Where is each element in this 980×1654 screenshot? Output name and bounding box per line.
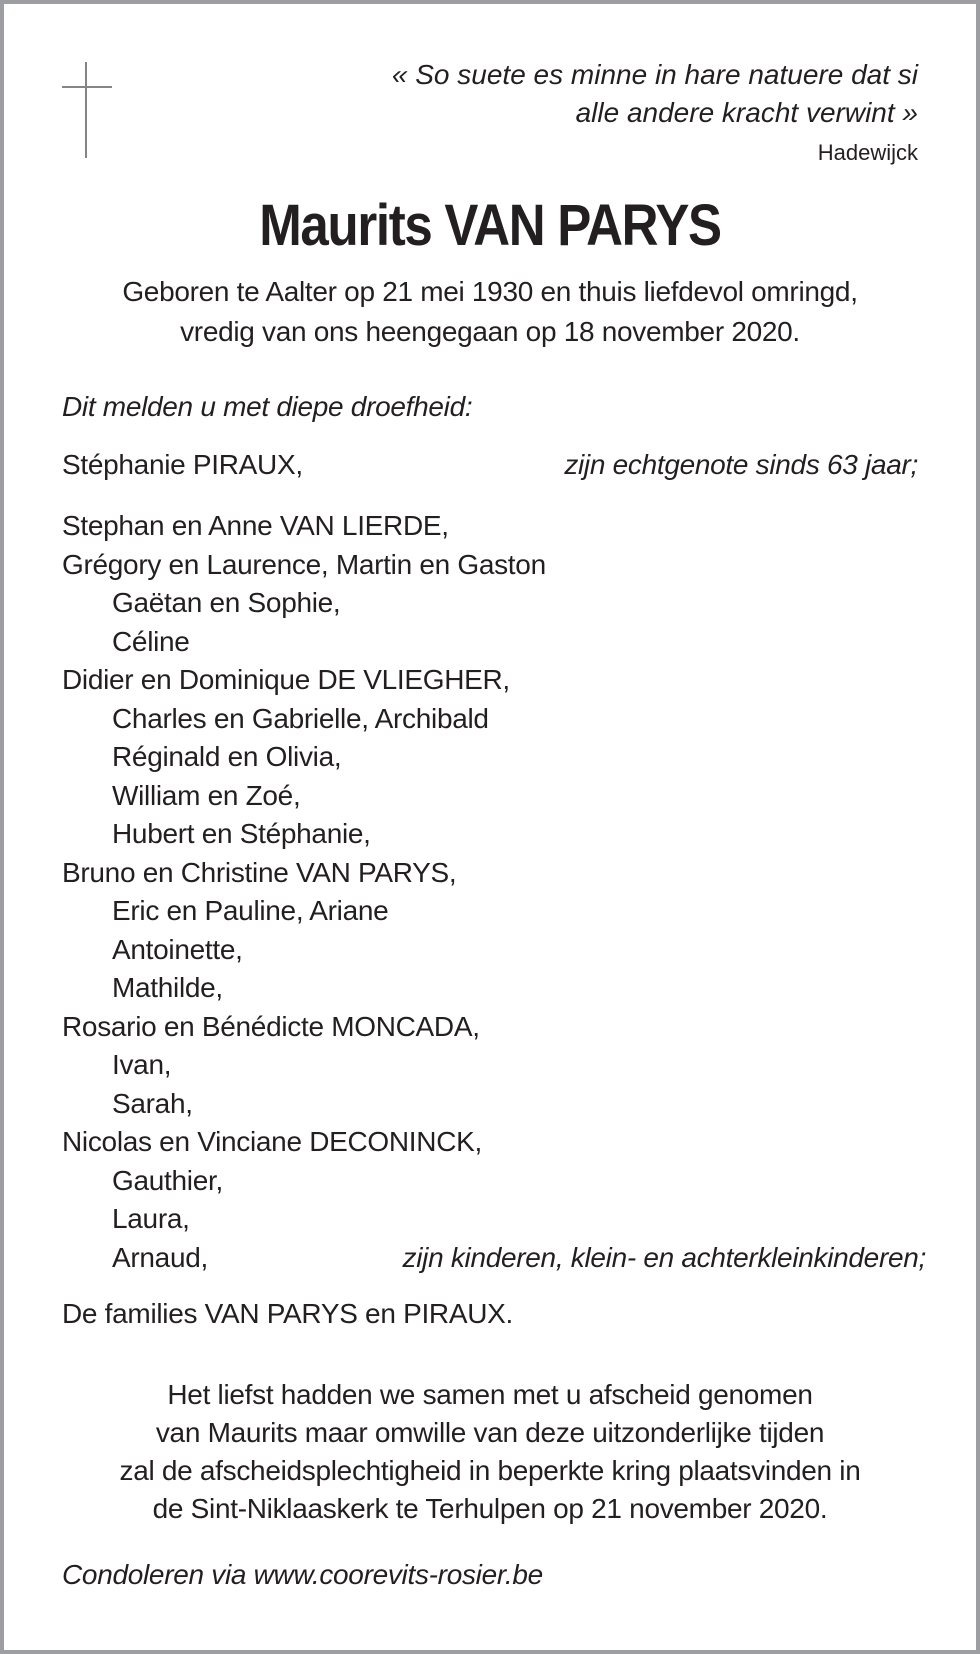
closing-line: zal de afscheidsplechtigheid in beperkte kring plaatsvinden in [119,1455,861,1486]
family-member: Rosario en Bénédicte MONCADA, [62,1010,480,1042]
family-member: William en Zoé, [112,779,301,811]
family-member: Laura, [112,1203,190,1234]
family-row [62,546,926,585]
family-member: Stephan en Anne VAN LIERDE, [62,510,449,541]
family-row [62,1008,926,1047]
closing-line: van Maurits maar omwille van deze uitzonderlijke tijden [155,1417,825,1448]
family-row [62,931,926,970]
families-line: De families VAN PARYS en PIRAUX. [62,1298,514,1329]
death-line: vredig van ons heengegaan op 18 november 2020. [180,316,800,347]
family-row [62,1085,926,1124]
deceased-name: Maurits VAN PARYS [259,193,721,258]
condolence-link[interactable]: Condoleren via www.coorevits-rosier.be [62,1559,543,1590]
family-member: Gaëtan en Sophie, [112,587,341,618]
family-row [62,507,926,546]
family-role: zijn kinderen, klein- en achterkleinkinderen; [402,1241,926,1273]
quote-line: « So suete es minne in hare natuere dat si [391,59,918,90]
spouse-role: zijn echtgenote sinds 63 jaar; [564,449,918,480]
family-row [62,1200,926,1239]
birth-line: Geboren te Aalter op 21 mei 1930 en thuis liefdevol omringd, [122,276,858,307]
family-member: Grégory en Laurence, Martin en Gaston [62,548,546,580]
family-row [62,1123,926,1162]
family-member: Ivan, [112,1049,172,1080]
family-member: Antoinette, [112,933,243,965]
quote-author: Hadewijck [817,140,918,165]
family-member: Bruno en Christine VAN PARYS, [62,856,457,888]
family-row [62,738,926,777]
closing-line: de Sint-Niklaaskerk te Terhulpen op 21 november 2020. [152,1493,828,1524]
family-row [62,1239,926,1278]
family-member: Sarah, [112,1087,193,1119]
family-member: Eric en Pauline, Ariane [112,895,389,926]
family-row [62,584,926,623]
spouse-name: Stéphanie PIRAUX, [62,449,303,480]
cross-icon [62,62,112,158]
family-row [62,623,926,662]
family-member: Arnaud, [112,1241,208,1273]
family-member: Didier en Dominique DE VLIEGHER, [62,664,510,695]
announcement-intro: Dit melden u met diepe droefheid: [62,391,473,422]
family-row [62,1162,926,1201]
family-row [62,661,926,700]
family-member: Charles en Gabrielle, Archibald [112,702,489,734]
family-member: Réginald en Olivia, [112,741,342,772]
family-row [62,815,926,854]
family-member: Céline [112,625,190,657]
family-row [62,892,926,931]
family-list [62,507,926,1277]
family-member: Mathilde, [112,972,223,1003]
family-row [62,700,926,739]
cross-vertical-bar [85,62,87,158]
family-row [62,969,926,1008]
closing-line: Het liefst hadden we samen met u afscheid genomen [167,1379,813,1410]
cross-horizontal-bar [62,86,112,88]
family-row [62,1046,926,1085]
family-row [62,854,926,893]
family-member: Nicolas en Vinciane DECONINCK, [62,1126,482,1157]
closing-paragraph [4,1376,976,1528]
family-member: Gauthier, [112,1164,223,1196]
family-member: Hubert en Stéphanie, [112,818,371,849]
quote-line: alle andere kracht verwint » [575,97,918,128]
family-row [62,777,926,816]
